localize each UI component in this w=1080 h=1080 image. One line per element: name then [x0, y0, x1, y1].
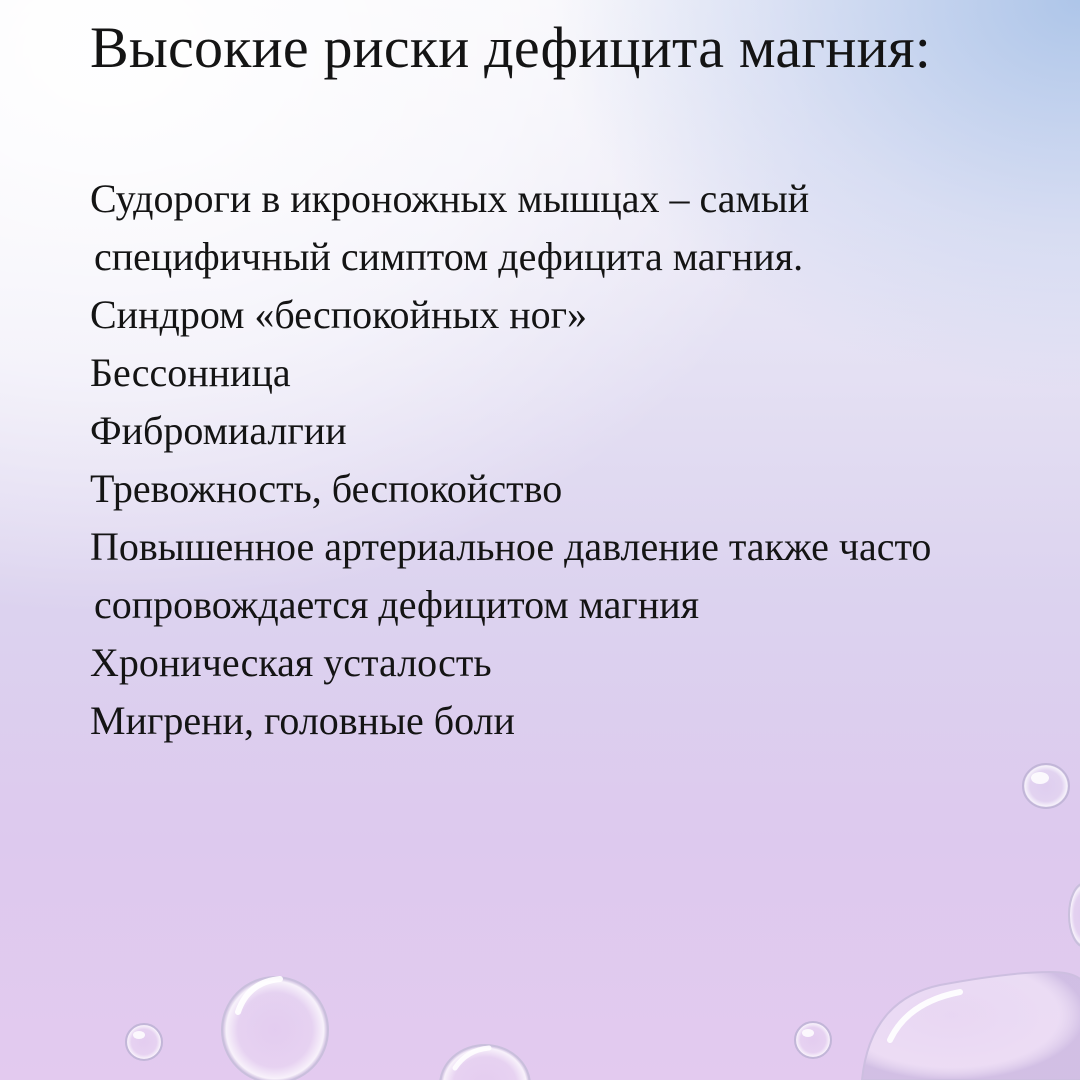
bubble-decoration — [126, 1024, 162, 1060]
list-item — [90, 518, 1080, 634]
bubble-decoration — [795, 1022, 831, 1058]
list-item-text: Повышенное артериальное давление также часто — [90, 524, 932, 569]
list-item-text: Хроническая усталость — [90, 640, 492, 685]
list-item-text: Судороги в икроножных мышцах – самый — [90, 176, 810, 221]
list-item-text: Мигрени, головные боли — [90, 698, 515, 743]
bubble-decoration — [1069, 883, 1080, 947]
list-item — [90, 402, 1080, 460]
bubble-decoration — [440, 1045, 530, 1080]
list-item-text: Бессонница — [90, 350, 291, 395]
list-item-continuation: специфичный симптом дефицита магния. — [94, 234, 804, 279]
list-item-text: Фибромиалгии — [90, 408, 347, 453]
list-item — [90, 692, 1080, 750]
risk-list — [90, 170, 1080, 750]
list-item — [90, 170, 1080, 286]
list-item — [90, 344, 1080, 402]
bubble-decoration — [222, 977, 328, 1080]
bubble-decoration — [1023, 764, 1069, 808]
list-item-text: Тревожность, беспокойство — [90, 466, 563, 511]
list-item — [90, 286, 1080, 344]
list-item-continuation: сопровождается дефицитом магния — [94, 582, 700, 627]
water-drop-decoration — [862, 972, 1080, 1080]
slide-title: Высокие риски дефицита магния: — [90, 15, 932, 80]
list-item-text: Синдром «беспокойных ног» — [90, 292, 588, 337]
list-item — [90, 634, 1080, 692]
list-item — [90, 460, 1080, 518]
